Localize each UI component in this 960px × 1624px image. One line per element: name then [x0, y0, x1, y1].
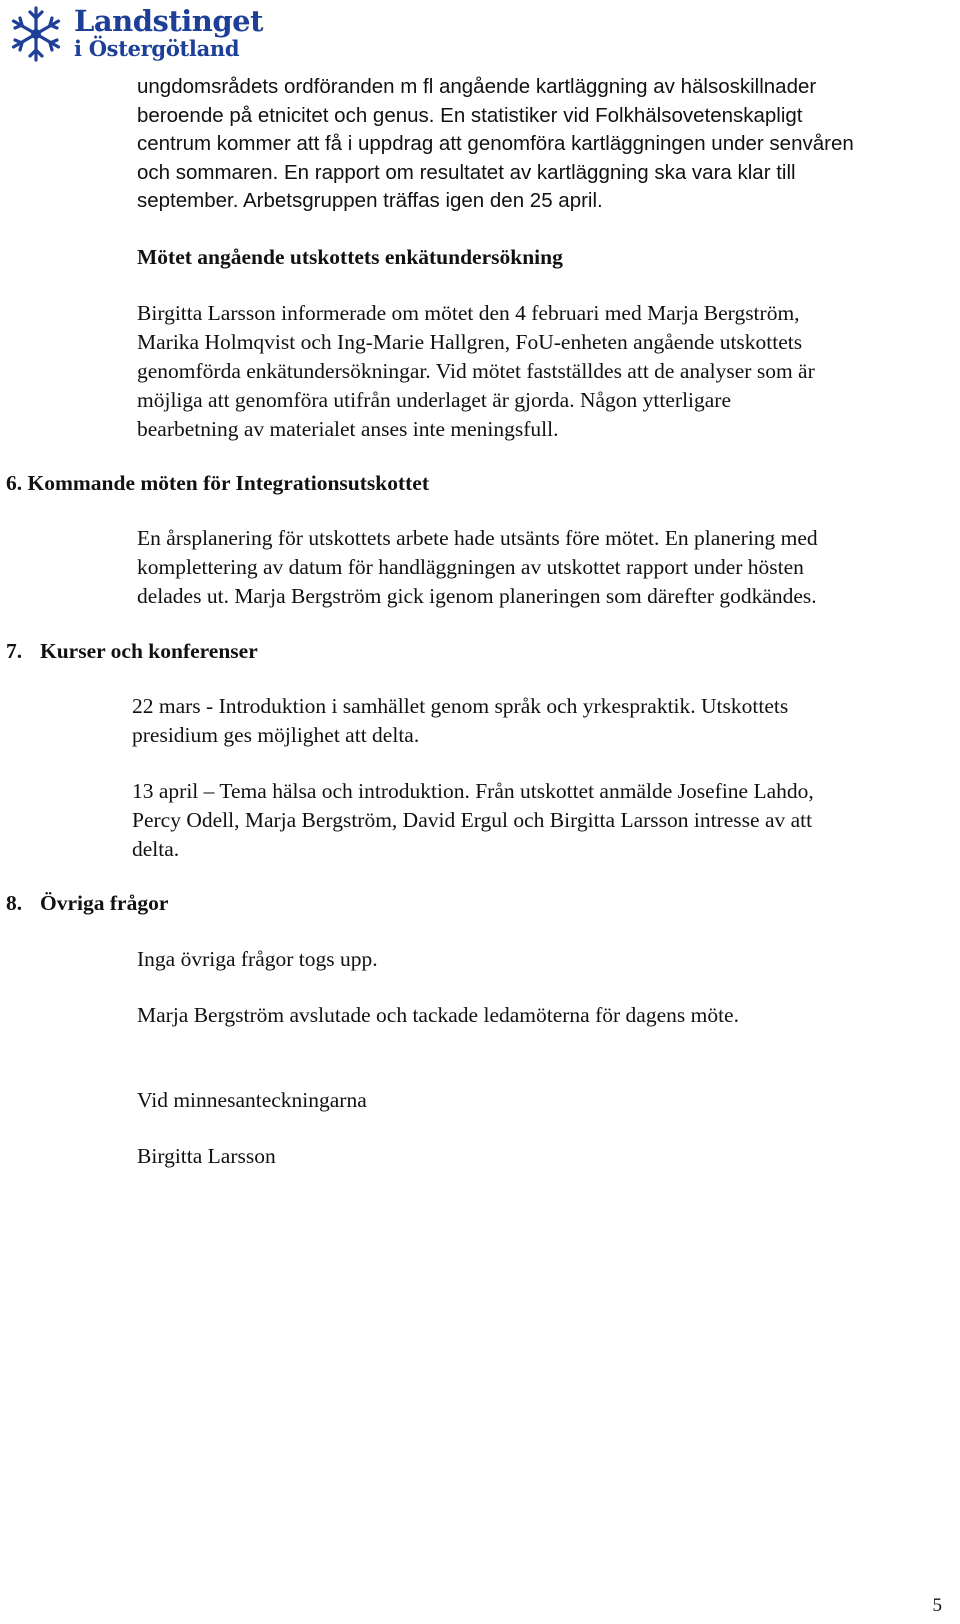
section-8-paragraph-1: Inga övriga frågor togs upp. [137, 947, 378, 971]
landstinget-logo [6, 4, 263, 64]
signature-label: Vid minnesanteckningarna [137, 1088, 367, 1112]
text-line: Percy Odell, Marja Bergström, David Ergul och Birgitta Larsson intresse av att [132, 808, 813, 832]
text-line: En årsplanering för utskottets arbete hade utsänts före mötet. En planering med [137, 526, 818, 550]
section-8-number: 8. [6, 891, 23, 915]
logo-title: Landstinget [74, 4, 263, 38]
snowflake-emblem-icon [6, 4, 66, 64]
section-6-heading: 6. Kommande möten för Integrationsutskottet [6, 471, 429, 495]
intro-paragraph [137, 73, 854, 216]
section-7-title: Kurser och konferenser [40, 639, 258, 663]
text-line: presidium ges möjlighet att delta. [132, 723, 420, 747]
page-number: 5 [932, 1595, 942, 1616]
signature-name: Birgitta Larsson [137, 1144, 276, 1168]
subsection-paragraph [137, 299, 815, 444]
text-line: genomförda enkätundersökningar. Vid mötet fastställdes att de analyser som är [137, 359, 815, 383]
text-line: bearbetning av materialet anses inte meningsfull. [137, 417, 559, 441]
section-8-paragraph-2: Marja Bergström avslutade och tackade ledamöterna för dagens möte. [137, 1003, 739, 1027]
text-line: ungdomsrådets ordföranden m fl angående kartläggning av hälsoskillnader [137, 75, 817, 98]
text-line: delta. [132, 837, 180, 861]
text-line: delades ut. Marja Bergström gick igenom planeringen som därefter godkändes. [137, 584, 817, 608]
section-7-item-2 [132, 777, 814, 864]
text-line: september. Arbetsgruppen träffas igen den 25 april. [137, 189, 603, 212]
text-line: 22 mars - Introduktion i samhället genom språk och yrkespraktik. Utskottets [132, 694, 789, 718]
text-line: och sommaren. En rapport om resultatet av kartläggning ska vara klar till [137, 160, 796, 184]
text-line: Marika Holmqvist och Ing-Marie Hallgren, FoU-enheten angående utskottets [137, 330, 803, 354]
text-line: 13 april – Tema hälsa och introduktion. Från utskottet anmälde Josefine Lahdo, [132, 779, 814, 803]
section-7-item-1 [132, 692, 788, 750]
subsection-heading: Mötet angående utskottets enkätundersökning [137, 245, 563, 269]
text-line: centrum kommer att få i uppdrag att genomföra kartläggningen under senvåren [137, 132, 854, 155]
text-line: Birgitta Larsson informerade om mötet den 4 februari med Marja Bergström, [137, 301, 800, 325]
text-line: beroende på etnicitet och genus. En statistiker vid Folkhälsovetenskapligt [137, 103, 803, 127]
text-line: möjliga att genomföra utifrån underlaget är gjorda. Någon ytterligare [137, 388, 732, 412]
text-line: komplettering av datum för handläggningen av utskottet rapport under hösten [137, 555, 804, 579]
section-8-title: Övriga frågor [40, 891, 169, 915]
section-6-paragraph [137, 524, 818, 611]
section-7-number: 7. [6, 639, 23, 663]
logo-subtitle: i Östergötland [74, 36, 240, 61]
